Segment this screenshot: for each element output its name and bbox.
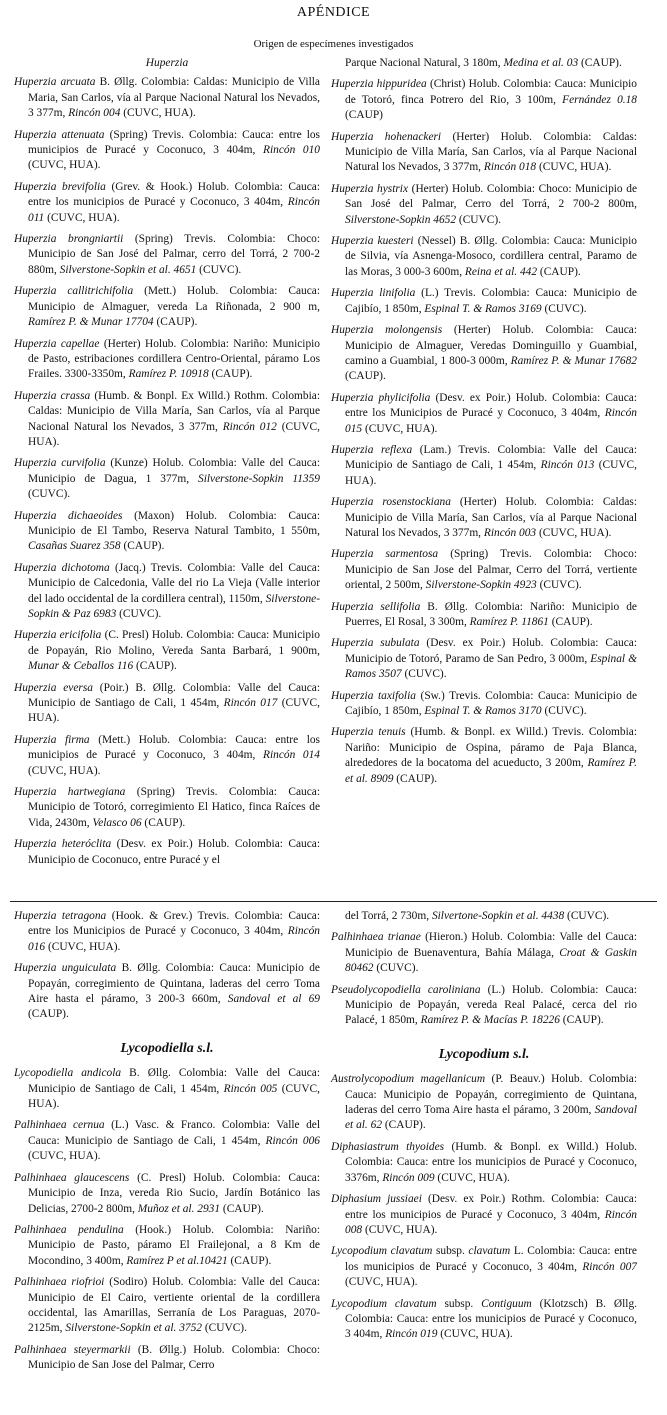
species-name: Huperzia phylicifolia — [331, 391, 431, 404]
specimen-locality: (L.) Vasc. & Franco. Colombia: Valle del Cauca: Municipio de Santiago de Cali, 1 454m, — [28, 1119, 320, 1147]
specimen-locality: (Spring) Trevis. Colombia: Choco: Municipio de San José del Palmar, cerro del Torrá, 2 700-2 880m, — [28, 233, 320, 276]
specimen-entry — [14, 180, 320, 226]
specimen-locality: (Humb. & Bonpl. ex Willd.) Holub. Colombia: Cauca: entre los municipios de Puracé y Coconuco, 3376m, — [345, 1140, 637, 1184]
species-name: Palhinhaea glaucescens — [14, 1171, 130, 1184]
specimen-locality: (Spring) Trevis. Colombia: Choco: Municipio de San Jose del Palmar, Cerro del Torrá, vertiente oriental, 2 500m, — [345, 548, 637, 592]
herbarium-codes: (CAUP). — [28, 1008, 69, 1021]
subspecies-name: clavatum — [468, 1245, 511, 1258]
herbarium-codes: (CUVC, HUA). — [44, 211, 120, 224]
section-heading-lycopodium: Lycopodium s.l. — [438, 1046, 530, 1062]
species-name: Diphasiastrum thyoides — [331, 1140, 445, 1153]
species-name: Huperzia unguiculata — [14, 962, 117, 975]
specimen-locality: (Poir.) B. Øllg. Colombia: Valle del Cauca: Municipio de Santiago de Cali, 1 454m, — [28, 681, 320, 710]
collector-number: Espinal T. & Ramos 3170 — [424, 705, 542, 718]
herbarium-codes: (CUVC). — [373, 962, 419, 975]
specimen-locality: (Hook. & Grev.) Trevis. Colombia: Cauca: entre los Municipios de Puracé y Coconuco, 3 404m, — [28, 910, 320, 938]
specimen-locality: (Mett.) Holub. Colombia: Cauca: Municipio de Almaguer, vereda La Riñonada, 2 900 m, — [28, 285, 320, 313]
collector-number: Ramírez P. 10918 — [128, 368, 209, 381]
species-name: Diphasium jussiaei — [331, 1193, 422, 1206]
entry-list — [14, 75, 320, 868]
collector-number: Rincón 017 — [223, 697, 278, 710]
specimen-locality: (Maxon) Holub. Colombia: Cauca: Municipio de El Tambo, Reserva Natural Tambito, 1 550m, — [28, 509, 320, 537]
specimen-entry — [14, 232, 320, 278]
collector-number: Silverstone-Sopkin & Paz 6983 — [28, 592, 320, 620]
collector-number: Ramírez P. & Macías P. 18226 — [420, 1014, 560, 1027]
species-name: Huperzia brevifolia — [14, 180, 106, 193]
collector-number: Silverstone-Sopkin et al. 4651 — [59, 263, 197, 276]
species-name: Huperzia hartwegiana — [14, 786, 126, 799]
species-name: Huperzia dichotoma — [14, 561, 110, 574]
column-bottom-left — [14, 909, 320, 1380]
specimen-locality: (Kunze) Holub. Colombia: Valle del Cauca: Municipio de Dagua, 1 377m, — [28, 457, 320, 485]
section-heading-huperzia: Huperzia — [145, 57, 189, 69]
herbarium-codes: (CUVC, HUA). — [345, 459, 638, 487]
specimen-locality: (C. Presl) Holub. Colombia: Cauca: Municipio de Inza, vereda Rio Sucio, Jardín Botánico las Delicias, 2700-2 800m, — [28, 1171, 321, 1215]
species-name: Austrolycopodium magellanicum — [331, 1073, 486, 1086]
specimen-entry — [331, 1072, 637, 1134]
collector-number: Rincón 012 — [222, 420, 277, 433]
herbarium-codes: (CUVC). — [456, 213, 501, 226]
specimen-entry — [331, 1244, 637, 1290]
collector-number: Rincón 016 — [28, 925, 320, 953]
entry-list — [331, 77, 637, 787]
species-name: Huperzia heteróclita — [14, 838, 112, 851]
species-name: Huperzia taxifolia — [331, 689, 416, 702]
specimen-locality: (L.) Holub. Colombia: Cauca: Municipio de Popayán, vereda Real Palacé, cerca del rio Palacé, 1 850m, — [345, 983, 638, 1027]
specimen-locality: (Spring) Trevis. Colombia: Cauca: entre los municipios de Puracé y Coconuco, 3 404m, — [28, 128, 320, 157]
herbarium-codes: (CAUP). — [133, 660, 177, 673]
species-name: Huperzia crassa — [14, 389, 91, 402]
specimen-entry — [14, 1343, 320, 1374]
specimen-entry — [331, 636, 637, 682]
page-subtitle: Origen de especímenes investigados — [253, 38, 414, 50]
species-name: Huperzia curvifolia — [14, 457, 106, 470]
collector-number: Silverstone-Sopkin 4652 — [345, 213, 457, 226]
herbarium-codes: (CAUP). — [345, 370, 386, 383]
collector-number: Rincón 007 — [582, 1260, 637, 1273]
specimen-locality: (Grev. & Hook.) Holub. Colombia: Cauca: entre los municipios de Puracé y Coconuco, 3 404m, — [28, 180, 320, 209]
herbarium-codes: (CAUP). — [208, 368, 253, 381]
specimen-entry — [14, 837, 320, 868]
herbarium-codes: (CUVC, HUA). — [28, 159, 101, 172]
specimen-entry — [331, 130, 637, 176]
specimen-locality: B. Øllg. Colombia: Valle del Cauca: Municipio de Santiago de Cali, 1 454m, — [28, 1067, 321, 1095]
collector-number: Rincón 019 — [385, 1328, 438, 1341]
species-name: Huperzia linifolia — [331, 287, 416, 300]
specimen-entry — [14, 909, 320, 955]
specimen-entry — [14, 681, 320, 727]
species-name: Palhinhaea cernua — [14, 1119, 105, 1132]
herbarium-codes: (CUVC, HUA). — [28, 1150, 101, 1163]
herbarium-codes: (CAUP). — [153, 316, 198, 329]
herbarium-codes: (CUVC). — [28, 488, 71, 501]
specimen-entry — [331, 182, 637, 228]
species-name: Lycopodium clavatum — [331, 1245, 433, 1258]
specimen-entry — [331, 77, 637, 123]
collector-number: Ramírez P. & Munar 17704 — [28, 316, 154, 329]
specimen-entry — [14, 284, 320, 330]
specimen-locality: (Klotzsch) B. Øllg. Colombia: Cauca: entre los municipios de Puracé y Coconuco, 3 404m, — [345, 1297, 637, 1341]
herbarium-codes: (CUVC, HUA). — [536, 526, 612, 539]
specimen-locality: (Herter) Holub. Colombia: Cauca: Municipio de Almaguer, Veredas Dominguillo y Guambial, camino a Guambial, 1 800-3 000m, — [345, 324, 637, 367]
specimen-locality: (Lam.) Trevis. Colombia: Valle del Cauca: Municipio de Santiago de Cali, 1 454m, — [345, 443, 637, 472]
species-name: Huperzia arcuata — [14, 76, 96, 89]
herbarium-codes: (CUVC). — [196, 263, 242, 276]
herbarium-codes: (CUVC). — [541, 302, 587, 315]
collector-number: Silverstone-Sopkin 4923 — [425, 579, 537, 592]
species-name: Huperzia subulata — [331, 637, 420, 650]
herbarium-codes: (CUVC, HUA). — [362, 1223, 438, 1236]
specimen-locality: (Desv. ex Poir.) Holub. Colombia: Cauca: Municipio de Totoró, Paramo de San Pedro, 3 000m, — [345, 637, 637, 665]
specimen-locality: (Herter) Holub. Colombia: Nariño: Municipio de Pasto, estribaciones cordillera Centro-Oriental, páramo Los Frailes. 3300-3350m, — [28, 337, 321, 381]
herbarium-codes: (CUVC). — [541, 705, 587, 718]
collector-number: Muñoz et al. 2931 — [137, 1202, 221, 1215]
specimen-locality: (Desv. ex Poir.) Holub. Colombia: Cauca: entre los Municipios de Puracé y Coconuco, 3 404m, — [345, 391, 637, 420]
specimen-entry — [331, 547, 637, 593]
specimen-entry — [14, 75, 320, 121]
herbarium-codes: (CUVC, HUA). — [434, 1171, 510, 1184]
species-name: Huperzia sellifolia — [331, 600, 421, 613]
species-name: Huperzia reflexa — [331, 443, 413, 456]
specimen-locality: (B. Øllg.) Holub. Colombia: Choco: Municipio de San Jose del Palmar, Cerro — [28, 1343, 320, 1372]
specimen-locality: (Hieron.) Holub. Colombia: Valle del Cauca: Municipio de Buenaventura, Bahía Málaga, — [345, 931, 637, 959]
specimen-entry — [331, 391, 637, 437]
collector-number: Rincón 010 — [263, 144, 320, 157]
specimen-locality: (Herter) Holub. Colombia: Caldas: Municipio de Villa María, San Carlos, vía al Parque Nacional Natural los Nevados, 3 377m, — [345, 130, 637, 174]
entry-list — [331, 930, 637, 1028]
herbarium-codes: (CUVC). — [116, 608, 162, 620]
specimen-entry — [14, 561, 320, 623]
specimen-locality: B. Øllg. Colombia: Caldas: Municipio de Villa Maria, San Carlos, vía al Parque Nacional Natural los Nevados, 3 377m, — [28, 76, 320, 120]
herbarium-codes: (CUVC, HUA). — [28, 1082, 321, 1111]
specimen-entry — [331, 983, 637, 1029]
collector-number: Rincón 003 — [483, 526, 537, 539]
herbarium-codes: (CUVC). — [536, 579, 582, 592]
entry-list — [14, 909, 320, 1023]
specimen-entry — [14, 1118, 320, 1164]
species-name: Palhinhaea pendulina — [14, 1223, 124, 1236]
herbarium-codes: (CAUP). — [537, 265, 581, 278]
collector-number: Silverstone-Sopkin et al. 3752 — [65, 1322, 203, 1335]
entry-list — [331, 1072, 637, 1343]
collector-number: Reina et al. 442 — [464, 265, 538, 278]
species-name: Palhinhaea trianae — [331, 931, 421, 944]
specimen-entry — [14, 1223, 320, 1269]
species-name: Huperzia eversa — [14, 681, 93, 694]
specimen-entry — [331, 600, 637, 631]
species-name: Pseudolycopodiella caroliniana — [331, 983, 481, 996]
specimen-entry — [14, 628, 320, 674]
specimen-locality: B. Øllg. Colombia: Cauca: Municipio de Popayán, corregimiento de Quintana, laderas del cerro Toma Aire hasta el páramo, 3 200-3 660m, — [28, 962, 320, 1006]
species-name: Lycopodiella andicola — [14, 1067, 122, 1080]
species-name: Huperzia hohenackeri — [331, 130, 442, 143]
specimen-locality: (Christ) Holub. Colombia: Cauca: Municipio de Totoró, finca Potrero del Rio, 3 100m, — [345, 78, 637, 106]
herbarium-codes: (CUVC, HUA). — [28, 697, 321, 725]
subspecies-name: Contiguum — [481, 1297, 532, 1310]
herbarium-codes: (CUVC, HUA). — [45, 940, 121, 953]
herbarium-codes: (CUVC, HUA). — [120, 107, 196, 120]
specimen-entry — [14, 509, 320, 555]
herbarium-codes: (CUVC, HUA). — [28, 420, 321, 448]
specimen-entry — [331, 1140, 637, 1186]
collector-number: Espinal & Ramos 3507 — [345, 652, 638, 681]
species-name: Huperzia brongniartii — [14, 233, 124, 246]
specimen-locality: (Desv. ex Poir.) Rothm. Colombia: Cauca: entre los municipios de Puracé y Coconuco, 3 404m, — [345, 1193, 637, 1221]
species-name: Huperzia rosenstockiana — [331, 496, 451, 509]
collector-number: Ramírez P. & Munar 17682 — [510, 354, 637, 367]
specimen-entry — [14, 389, 320, 451]
specimen-locality: (Herter) Holub. Colombia: Choco: Municipio de San José del Palmar, Cerro del Torrá, 2 700-2 800m, — [345, 182, 637, 211]
collector-number: Rincón 014 — [263, 749, 320, 762]
specimen-entry — [331, 725, 637, 787]
herbarium-codes: (CAUP). — [141, 816, 186, 829]
species-name: Huperzia hippuridea — [331, 78, 427, 91]
herbarium-codes: (CAUP). — [227, 1254, 272, 1267]
herbarium-codes: (CAUP). — [559, 1014, 604, 1027]
entry-list — [14, 1066, 320, 1373]
specimen-entry — [14, 1275, 320, 1337]
specimen-locality: B. Øllg. Colombia: Nariño: Municipio de Puerres, El Rosal, 3 300m, — [345, 600, 637, 628]
specimen-locality: (Spring) Trevis. Colombia: Cauca: Municipio de Totoró, corregimiento El Hatico, finca Raíces de Vida, 2430m, — [28, 786, 320, 829]
specimen-entry — [14, 1066, 320, 1112]
species-name: Huperzia molongensis — [331, 324, 443, 337]
specimen-locality: (C. Presl) Holub. Colombia: Cauca: Municipio de Popayán, Rio Molino, Vereda Santa Barbará, 1 900m, — [28, 629, 320, 657]
herbarium-codes: (CAUP). — [382, 1119, 426, 1132]
specimen-entry — [14, 456, 320, 502]
specimen-entry — [14, 337, 320, 383]
herbarium-codes: (CAUP). — [548, 616, 593, 628]
specimen-entry — [331, 1297, 637, 1343]
collector-number: Rincón 005 — [223, 1082, 278, 1095]
specimen-locality: (Humb. & Bonpl. Ex Willd.) Rothm. Colombia: Caldas: Municipio de Villa María, San Carlos, vía al Parque Nacional Natural los Nevados, 3 377m, — [28, 389, 320, 433]
specimen-locality: L. Colombia: Cauca: entre los municipios de Puracé y Coconuco, 3 404m, — [345, 1245, 637, 1273]
species-name: Huperzia hystrix — [331, 182, 409, 195]
collector-number: Espinal T. & Ramos 3169 — [424, 302, 542, 315]
specimen-entry — [14, 961, 320, 1023]
herbarium-codes: (CUVC, HUA). — [536, 161, 612, 174]
specimen-entry — [331, 1192, 637, 1238]
specimen-entry — [14, 733, 320, 779]
herbarium-codes: (CUVC). — [202, 1322, 247, 1335]
collector-number: Fernández 0.18 — [562, 93, 637, 106]
specimen-locality: (Jacq.) Trevis. Colombia: Valle del Cauca: Municipio de Calcedonia, Valle del rio La Vieja (Valle interior del lado occidental de la cordillera central), 1150m, — [28, 561, 320, 605]
collector-number: Ramírez P. 11861 — [469, 616, 549, 628]
entry-continuation: Parque Nacional Natural, 3 180m, Medina et al. 03 (CAUP). — [345, 57, 622, 69]
collector-number: Sandoval et al. 62 — [345, 1104, 637, 1132]
collector-number: Ramírez P. et al. 8909 — [345, 757, 637, 785]
specimen-entry — [331, 234, 637, 280]
specimen-locality: subsp. — [436, 1297, 482, 1310]
species-name: Huperzia firma — [14, 733, 90, 746]
specimen-entry — [331, 323, 637, 385]
specimen-entry — [331, 286, 637, 317]
collector-number: Rincón 011 — [28, 196, 320, 224]
collector-number: Rincón 006 — [265, 1134, 320, 1147]
page-title: APÉNDICE — [296, 5, 371, 20]
specimen-locality: (Hook.) Holub. Colombia: Nariño: Municipio de Pasto, páramo El Frailejonal, a 8 Km de Mocondino, 3 400m, — [28, 1223, 320, 1267]
species-name: Palhinhaea steyermarkii — [14, 1343, 131, 1356]
species-name: Huperzia ericifolia — [14, 629, 102, 642]
herbarium-codes: (CUVC, HUA). — [28, 764, 101, 777]
column-top-right — [331, 56, 637, 793]
herbarium-codes: (CUVC, HUA). — [437, 1328, 513, 1341]
specimen-entry — [14, 1171, 320, 1217]
collector-number: Rincón 018 — [483, 161, 537, 174]
herbarium-codes: (CAUP). — [220, 1202, 264, 1215]
species-name: Huperzia attenuata — [14, 128, 105, 141]
herbarium-codes: (CUVC, HUA). — [362, 422, 438, 435]
collector-number: Casañas Suarez 358 — [28, 540, 121, 553]
species-name: Huperzia sarmentosa — [331, 548, 439, 561]
collector-number: Sandoval et al 69 — [227, 993, 320, 1006]
herbarium-codes: (CAUP) — [345, 109, 383, 122]
column-bottom-right — [331, 909, 637, 1349]
specimen-locality: (Nessel) B. Øllg. Colombia: Cauca: Municipio de Silvia, vía Asnenga-Mosoco, cordillera central, Paramo de las Moras, 3 000-3 600m, — [345, 235, 637, 278]
collector-number: Rincón 004 — [68, 107, 121, 120]
specimen-entry — [14, 785, 320, 831]
collector-number: Rincón 009 — [382, 1171, 435, 1184]
species-name: Palhinhaea riofrioi — [14, 1276, 105, 1289]
herbarium-codes: (CAUP). — [120, 540, 165, 553]
specimen-entry — [331, 495, 637, 541]
section-heading-lycopodiella: Lycopodiella s.l. — [120, 1040, 214, 1056]
specimen-entry — [331, 443, 637, 489]
specimen-locality: (Mett.) Holub. Colombia: Cauca: entre los municipios de Puracé y Coconuco, 3 404m, — [28, 733, 320, 762]
specimen-locality: (L.) Trevis. Colombia: Cauca: Municipio de Cajibío, 1 850m, — [345, 287, 637, 315]
collector-number: Rincón 015 — [345, 407, 637, 435]
species-name: Huperzia tetragona — [14, 910, 107, 922]
collector-number: Munar & Ceballos 116 — [28, 660, 134, 673]
specimen-locality: (Herter) Holub. Colombia: Caldas: Municipio de Villa María, San Carlos, vía al Parque Nacional Natural los Nevados, 3 377m, — [345, 496, 637, 539]
specimen-locality: (P. Beauv.) Holub. Colombia: Cauca: Municipio de Popayán, corregimiento de Quintana, laderas del cerro Toma Aire hasta el páramo, 3 200m, — [345, 1073, 637, 1117]
entry-continuation: del Torrá, 2 730m, Silvertone-Sopkin et al. 4438 (CUVC). — [345, 910, 610, 922]
collector-number: Croat & Gaskin 80462 — [345, 946, 637, 975]
collector-number: Rincón 008 — [345, 1208, 637, 1236]
specimen-locality: (Sodiro) Holub. Colombia: Valle del Cauca: Municipio de El Cairo, vertiente oriental de la cordillera occidental, las Amarillas, Serranía de Los Paraguas, 2070-2125m, — [28, 1276, 320, 1335]
specimen-locality: subsp. — [432, 1245, 469, 1258]
specimen-entry — [14, 128, 320, 174]
species-name: Huperzia dichaeoides — [14, 509, 123, 522]
specimen-locality: (Sw.) Trevis. Colombia: Cauca: Municipio de Cajibío, 1 850m, — [345, 689, 637, 718]
specimen-locality: (Humb. & Bonpl. ex Willd.) Trevis. Colombia: Nariño: Municipio de Ospina, páramo de Paja Blanca, alrededores de la bocatoma del acueducto, 3 200m, — [345, 726, 637, 770]
specimen-locality: (Desv. ex Poir.) Holub. Colombia: Cauca: Municipio de Coconuco, entre Puracé y el — [28, 838, 320, 866]
specimen-entry — [331, 930, 637, 976]
column-top-left — [14, 56, 320, 874]
collector-number: Rincón 013 — [540, 459, 595, 472]
specimen-entry — [331, 689, 637, 720]
herbarium-codes: (CAUP). — [393, 772, 438, 785]
section-divider — [10, 901, 657, 902]
species-name: Huperzia callitrichifolia — [14, 285, 134, 298]
species-name: Lycopodium clavatum — [331, 1297, 437, 1310]
species-name: Huperzia capellae — [14, 337, 100, 350]
species-name: Huperzia kuesteri — [331, 235, 414, 248]
collector-number: Silverstone-Sopkin 11359 — [198, 472, 321, 485]
species-name: Huperzia tenuis — [331, 726, 406, 739]
herbarium-codes: (CUVC). — [401, 668, 447, 681]
herbarium-codes: (CUVC, HUA). — [345, 1276, 418, 1289]
collector-number: Ramírez P et al.10421 — [126, 1254, 228, 1267]
collector-number: Velasco 06 — [92, 816, 142, 829]
